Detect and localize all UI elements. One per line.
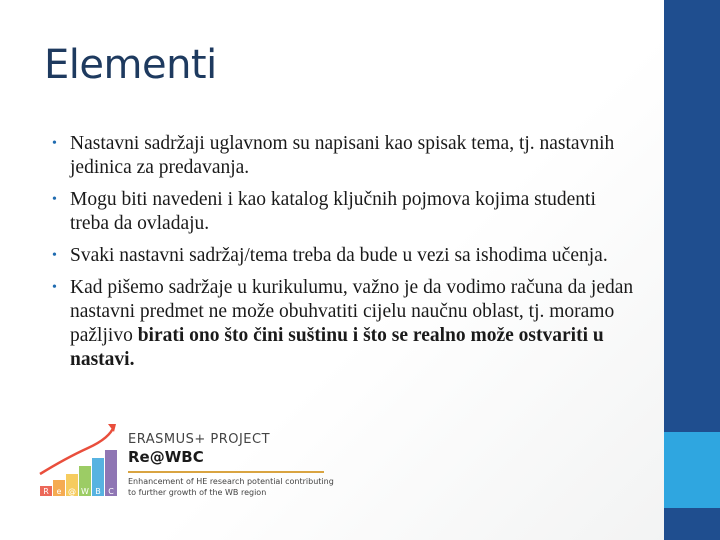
bullet-text: Mogu biti navedeni i kao katalog ključnih pojmova kojima studenti treba da ovladaju. [70,189,596,234]
bullet-text: Nastavni sadržaji uglavnom su napisani kao spisak tema, tj. nastavnih jedinica za predavanja. [70,133,615,178]
bullet-text-bold: birati ono što čini suštinu i što se realno može ostvariti u nastavi. [70,325,604,370]
bullet-dot-icon: • [52,136,57,151]
chart-arrow-logo-icon [36,418,120,502]
logo-letter: @ [68,487,76,496]
right-accent-bar-light [664,432,720,508]
erasmus-logo [36,418,336,504]
bullet-item [48,276,638,372]
bullet-text: Kad pišemo sadržaje u kurikulumu, važno je da vodimo računa da jedan nastavni predmet ne može obuhvatiti cijelu naučnu oblast, tj. moramo pažljivo [70,277,634,346]
right-accent-bar-dark [664,0,720,432]
logo-letter: C [108,487,114,496]
bullet-dot-icon: • [52,192,57,207]
bullet-text: Svaki nastavni sadržaj/tema treba da bude u vezi sa ishodima učenja. [70,245,608,266]
right-accent-bar-bottom [664,508,720,540]
bullet-dot-icon: • [52,280,57,295]
bullet-item [48,132,638,180]
logo-project-label: ERASMUS+ PROJECT [128,432,271,447]
logo-letter: R [43,487,49,496]
logo-letter: e [56,487,62,496]
logo-description: Enhancement of HE research potential contributing to further growth of the WB region [128,477,334,497]
bullet-item [48,244,638,268]
logo-letter: B [95,487,101,496]
logo-letter: W [81,487,89,496]
slide-title: Elementi [44,42,217,88]
bullet-dot-icon: • [52,248,57,263]
logo-brand: Re@WBC [128,448,204,466]
bullet-item [48,188,638,236]
logo-divider [128,471,324,473]
bullet-list [48,132,638,380]
